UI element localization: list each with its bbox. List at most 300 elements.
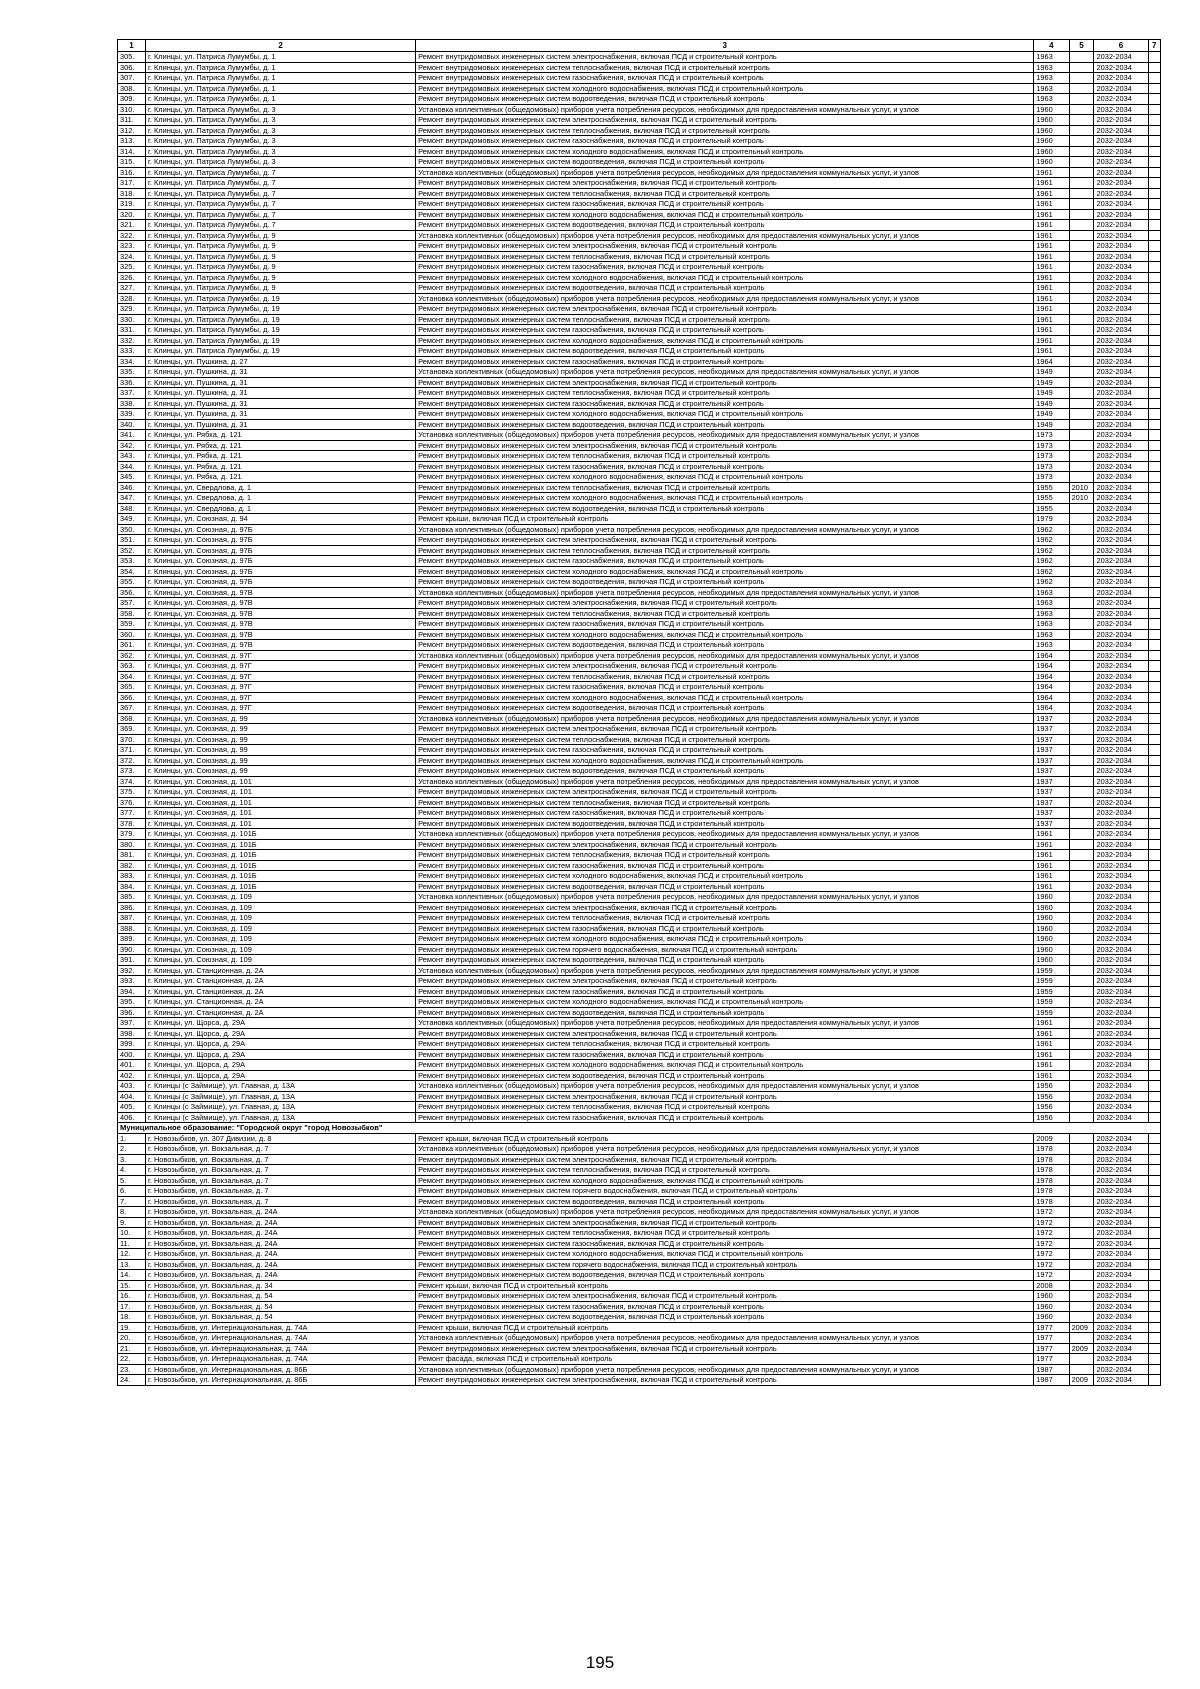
address-cell: г. Клинцы, ул. Пушкина, д. 31 [146,367,416,378]
work-type-cell: Ремонт внутридомовых инженерных систем водоотведения, включая ПСД и строительный контроль [416,503,1034,514]
address-cell: г. Клинцы, ул. Патриса Лумумбы, д. 1 [146,94,416,105]
address-cell: г. Клинцы, ул. Патриса Лумумбы, д. 7 [146,167,416,178]
table-row [118,356,1161,367]
build-year-cell: 1955 [1034,503,1069,514]
work-type-cell: Ремонт внутридомовых инженерных систем теплоснабжения, включая ПСД и строительный контроль [416,608,1034,619]
build-year-cell: 1961 [1034,230,1069,241]
last-repair-year-cell [1069,545,1094,556]
work-type-cell: Ремонт внутридомовых инженерных систем холодного водоснабжения, включая ПСД и строительный контроль [416,209,1034,220]
work-type-cell: Ремонт внутридомовых инженерных систем газоснабжения, включая ПСД и строительный контроль [416,682,1034,693]
work-type-cell: Ремонт внутридомовых инженерных систем водоотведения, включая ПСД и строительный контроль [416,419,1034,430]
build-year-cell: 1973 [1034,440,1069,451]
work-type-cell: Установка коллективных (общедомовых) приборов учета потребления ресурсов, необходимых для предоставления коммунальных услуг, и узлов [416,1364,1034,1375]
row-number: 313. [118,136,146,147]
last-repair-year-cell [1069,1112,1094,1123]
period-cell: 2032-2034 [1094,178,1148,189]
row-number: 404. [118,1091,146,1102]
note-cell [1148,1102,1161,1113]
period-cell: 2032-2034 [1094,377,1148,388]
table-row [118,934,1161,945]
work-type-cell: Ремонт внутридомовых инженерных систем газоснабжения, включая ПСД и строительный контроль [416,556,1034,567]
period-cell: 2032-2034 [1094,1207,1148,1218]
period-cell: 2032-2034 [1094,304,1148,315]
build-year-cell: 1959 [1034,1007,1069,1018]
work-type-cell: Ремонт внутридомовых инженерных систем теплоснабжения, включая ПСД и строительный контроль [416,451,1034,462]
row-number: 355. [118,577,146,588]
table-row [118,409,1161,420]
address-cell: г. Новозыбков, ул. Вокзальная, д. 24А [146,1249,416,1260]
table-row [118,577,1161,588]
table-row [118,283,1161,294]
row-number: 346. [118,482,146,493]
build-year-cell: 1963 [1034,598,1069,609]
build-year-cell: 1961 [1034,209,1069,220]
table-row [118,503,1161,514]
note-cell [1148,136,1161,147]
work-type-cell: Ремонт внутридомовых инженерных систем водоотведения, включая ПСД и строительный контроль [416,818,1034,829]
period-cell: 2032-2034 [1094,1291,1148,1302]
build-year-cell: 1964 [1034,661,1069,672]
build-year-cell: 1937 [1034,818,1069,829]
build-year-cell: 1955 [1034,482,1069,493]
work-type-cell: Ремонт внутридомовых инженерных систем электроснабжения, включая ПСД и строительный контроль [416,1343,1034,1354]
last-repair-year-cell [1069,871,1094,882]
address-cell: г. Клинцы, ул. Союзная, д. 97В [146,629,416,640]
table-row [118,493,1161,504]
last-repair-year-cell [1069,692,1094,703]
address-cell: г. Клинцы, ул. Рябка, д. 121 [146,451,416,462]
period-cell: 2032-2034 [1094,944,1148,955]
address-cell: г. Клинцы, ул. Союзная, д. 109 [146,902,416,913]
period-cell: 2032-2034 [1094,818,1148,829]
build-year-cell: 1961 [1034,241,1069,252]
address-cell: г. Клинцы, ул. Союзная, д. 109 [146,913,416,924]
note-cell [1148,356,1161,367]
build-year-cell: 1949 [1034,398,1069,409]
table-row [118,1175,1161,1186]
last-repair-year-cell [1069,850,1094,861]
row-number: 399. [118,1039,146,1050]
note-cell [1148,1175,1161,1186]
table-row [118,818,1161,829]
work-type-cell: Ремонт внутридомовых инженерных систем газоснабжения, включая ПСД и строительный контроль [416,325,1034,336]
last-repair-year-cell [1069,346,1094,357]
row-number: 351. [118,535,146,546]
table-row [118,199,1161,210]
last-repair-year-cell [1069,83,1094,94]
last-repair-year-cell [1069,451,1094,462]
period-cell: 2032-2034 [1094,230,1148,241]
table-row [118,377,1161,388]
build-year-cell: 1972 [1034,1207,1069,1218]
period-cell: 2032-2034 [1094,1249,1148,1260]
build-year-cell: 1960 [1034,136,1069,147]
build-year-cell: 1960 [1034,1291,1069,1302]
last-repair-year-cell [1069,713,1094,724]
row-number: 389. [118,934,146,945]
period-cell: 2032-2034 [1094,1196,1148,1207]
last-repair-year-cell [1069,860,1094,871]
row-number: 319. [118,199,146,210]
build-year-cell: 1978 [1034,1186,1069,1197]
period-cell: 2032-2034 [1094,976,1148,987]
row-number: 349. [118,514,146,525]
period-cell: 2032-2034 [1094,461,1148,472]
last-repair-year-cell [1069,356,1094,367]
table-row [118,766,1161,777]
table-row [118,682,1161,693]
build-year-cell: 1961 [1034,860,1069,871]
last-repair-year-cell [1069,577,1094,588]
last-repair-year-cell [1069,944,1094,955]
work-type-cell: Ремонт внутридомовых инженерных систем электроснабжения, включая ПСД и строительный контроль [416,1375,1034,1386]
table-row [118,115,1161,126]
address-cell: г. Клинцы, ул. Станционная, д. 2А [146,997,416,1008]
table-row [118,241,1161,252]
table-row [118,388,1161,399]
address-cell: г. Клинцы, ул. Патриса Лумумбы, д. 3 [146,125,416,136]
note-cell [1148,514,1161,525]
row-number: 371. [118,745,146,756]
address-cell: г. Новозыбков, ул. Вокзальная, д. 24А [146,1259,416,1270]
work-type-cell: Ремонт внутридомовых инженерных систем электроснабжения, включая ПСД и строительный контроль [416,787,1034,798]
row-number: 316. [118,167,146,178]
period-cell: 2032-2034 [1094,104,1148,115]
build-year-cell: 2008 [1034,1280,1069,1291]
note-cell [1148,608,1161,619]
address-cell: г. Клинцы, ул. Союзная, д. 101 [146,776,416,787]
work-type-cell: Установка коллективных (общедомовых) приборов учета потребления ресурсов, необходимых для предоставления коммунальных услуг, и узлов [416,430,1034,441]
build-year-cell: 1962 [1034,524,1069,535]
table-row [118,1375,1161,1386]
period-cell: 2032-2034 [1094,493,1148,504]
last-repair-year-cell [1069,734,1094,745]
work-type-cell: Ремонт внутридомовых инженерных систем теплоснабжения, включая ПСД и строительный контроль [416,913,1034,924]
address-cell: г. Клинцы, ул. Щорса, д. 29А [146,1070,416,1081]
address-cell: г. Клинцы, ул. Патриса Лумумбы, д. 7 [146,199,416,210]
period-cell: 2032-2034 [1094,797,1148,808]
row-number: 366. [118,692,146,703]
note-cell [1148,1018,1161,1029]
note-cell [1148,965,1161,976]
build-year-cell: 1961 [1034,1039,1069,1050]
row-number: 376. [118,797,146,808]
table-row [118,829,1161,840]
build-year-cell: 1961 [1034,1028,1069,1039]
note-cell [1148,1333,1161,1344]
work-type-cell: Ремонт внутридомовых инженерных систем теплоснабжения, включая ПСД и строительный контроль [416,388,1034,399]
note-cell [1148,461,1161,472]
last-repair-year-cell [1069,125,1094,136]
note-cell [1148,251,1161,262]
row-number: 388. [118,923,146,934]
address-cell: г. Клинцы, ул. Союзная, д. 97Б [146,535,416,546]
last-repair-year-cell [1069,146,1094,157]
period-cell: 2032-2034 [1094,241,1148,252]
table-row [118,1133,1161,1144]
row-number: 381. [118,850,146,861]
build-year-cell: 1964 [1034,650,1069,661]
work-type-cell: Ремонт внутридомовых инженерных систем холодного водоснабжения, включая ПСД и строительный контроль [416,692,1034,703]
table-row [118,1007,1161,1018]
build-year-cell: 1937 [1034,797,1069,808]
note-cell [1148,1259,1161,1270]
last-repair-year-cell [1069,1081,1094,1092]
row-number: 347. [118,493,146,504]
build-year-cell: 1961 [1034,1049,1069,1060]
table-row [118,62,1161,73]
table-row [118,1154,1161,1165]
period-cell: 2032-2034 [1094,619,1148,630]
period-cell: 2032-2034 [1094,913,1148,924]
row-number: 15. [118,1280,146,1291]
table-row [118,1207,1161,1218]
period-cell: 2032-2034 [1094,209,1148,220]
period-cell: 2032-2034 [1094,1186,1148,1197]
table-row [118,587,1161,598]
period-cell: 2032-2034 [1094,1375,1148,1386]
build-year-cell: 1961 [1034,1060,1069,1071]
work-type-cell: Ремонт внутридомовых инженерных систем электроснабжения, включая ПСД и строительный контроль [416,115,1034,126]
build-year-cell: 1963 [1034,640,1069,651]
table-row [118,94,1161,105]
period-cell: 2032-2034 [1094,892,1148,903]
row-number: 22. [118,1354,146,1365]
note-cell [1148,1154,1161,1165]
period-cell: 2032-2034 [1094,251,1148,262]
build-year-cell: 1961 [1034,881,1069,892]
table-row [118,346,1161,357]
build-year-cell: 1949 [1034,419,1069,430]
note-cell [1148,335,1161,346]
address-cell: г. Клинцы, ул. Союзная, д. 97Б [146,524,416,535]
build-year-cell: 1961 [1034,251,1069,262]
last-repair-year-cell [1069,199,1094,210]
last-repair-year-cell [1069,556,1094,567]
table-row [118,608,1161,619]
period-cell: 2032-2034 [1094,1018,1148,1029]
work-type-cell: Ремонт внутридомовых инженерных систем водоотведения, включая ПСД и строительный контроль [416,157,1034,168]
table-row [118,902,1161,913]
period-cell: 2032-2034 [1094,787,1148,798]
build-year-cell: 1959 [1034,965,1069,976]
period-cell: 2032-2034 [1094,136,1148,147]
last-repair-year-cell [1069,1196,1094,1207]
table-row [118,83,1161,94]
period-cell: 2032-2034 [1094,1364,1148,1375]
table-row [118,472,1161,483]
last-repair-year-cell [1069,325,1094,336]
last-repair-year-cell [1069,587,1094,598]
row-number: 383. [118,871,146,882]
address-cell: г. Клинцы, ул. Патриса Лумумбы, д. 19 [146,314,416,325]
work-type-cell: Установка коллективных (общедомовых) приборов учета потребления ресурсов, необходимых для предоставления коммунальных услуг, и узлов [416,293,1034,304]
last-repair-year-cell [1069,535,1094,546]
address-cell: г. Новозыбков, ул. Вокзальная, д. 54 [146,1312,416,1323]
note-cell [1148,671,1161,682]
row-number: 343. [118,451,146,462]
build-year-cell: 1961 [1034,220,1069,231]
table-row [118,1301,1161,1312]
build-year-cell: 1961 [1034,293,1069,304]
address-cell: г. Новозыбков, ул. Интернациональная, д. 86Б [146,1375,416,1386]
address-cell: г. Новозыбков, ул. Вокзальная, д. 24А [146,1270,416,1281]
period-cell: 2032-2034 [1094,1154,1148,1165]
row-number: 8. [118,1207,146,1218]
note-cell [1148,640,1161,651]
note-cell [1148,409,1161,420]
note-cell [1148,787,1161,798]
row-number: 305. [118,52,146,63]
note-cell [1148,692,1161,703]
last-repair-year-cell [1069,808,1094,819]
last-repair-year-cell: 2009 [1069,1322,1094,1333]
table-row [118,1217,1161,1228]
row-number: 359. [118,619,146,630]
address-cell: г. Клинцы, ул. Станционная, д. 2А [146,986,416,997]
row-number: 16. [118,1291,146,1302]
last-repair-year-cell [1069,923,1094,934]
address-cell: г. Клинцы, ул. Патриса Лумумбы, д. 9 [146,241,416,252]
address-cell: г. Клинцы, ул. Станционная, д. 2А [146,965,416,976]
row-number: 329. [118,304,146,315]
address-cell: г. Клинцы, ул. Союзная, д. 109 [146,934,416,945]
period-cell: 2032-2034 [1094,545,1148,556]
address-cell: г. Новозыбков, ул. Вокзальная, д. 7 [146,1175,416,1186]
note-cell [1148,1238,1161,1249]
last-repair-year-cell [1069,1312,1094,1323]
period-cell: 2032-2034 [1094,188,1148,199]
work-type-cell: Ремонт внутридомовых инженерных систем водоотведения, включая ПСД и строительный контроль [416,283,1034,294]
period-cell: 2032-2034 [1094,1049,1148,1060]
last-repair-year-cell [1069,472,1094,483]
period-cell: 2032-2034 [1094,52,1148,63]
last-repair-year-cell [1069,52,1094,63]
last-repair-year-cell [1069,209,1094,220]
work-type-cell: Ремонт внутридомовых инженерных систем холодного водоснабжения, включая ПСД и строительный контроль [416,755,1034,766]
address-cell: г. Клинцы, ул. Патриса Лумумбы, д. 19 [146,304,416,315]
last-repair-year-cell [1069,1039,1094,1050]
address-cell: г. Клинцы, ул. Союзная, д. 101Б [146,839,416,850]
build-year-cell: 1972 [1034,1238,1069,1249]
row-number: 345. [118,472,146,483]
address-cell: г. Клинцы, ул. Щорса, д. 29А [146,1028,416,1039]
last-repair-year-cell [1069,703,1094,714]
build-year-cell: 1959 [1034,976,1069,987]
build-year-cell: 1963 [1034,83,1069,94]
last-repair-year-cell: 2009 [1069,1375,1094,1386]
work-type-cell: Установка коллективных (общедомовых) приборов учета потребления ресурсов, необходимых для предоставления коммунальных услуг, и узлов [416,713,1034,724]
table-row [118,1060,1161,1071]
period-cell: 2032-2034 [1094,1175,1148,1186]
build-year-cell: 1987 [1034,1375,1069,1386]
last-repair-year-cell [1069,524,1094,535]
note-cell [1148,745,1161,756]
last-repair-year-cell [1069,1133,1094,1144]
works-table [117,39,1161,1386]
last-repair-year-cell [1069,986,1094,997]
period-cell: 2032-2034 [1094,608,1148,619]
note-cell [1148,167,1161,178]
work-type-cell: Ремонт внутридомовых инженерных систем электроснабжения, включая ПСД и строительный контроль [416,377,1034,388]
build-year-cell: 1977 [1034,1322,1069,1333]
address-cell: г. Новозыбков, ул. Вокзальная, д. 7 [146,1196,416,1207]
period-cell: 2032-2034 [1094,923,1148,934]
period-cell: 2032-2034 [1094,766,1148,777]
last-repair-year-cell [1069,1018,1094,1029]
table-row [118,755,1161,766]
work-type-cell: Ремонт крыши, включая ПСД и строительный контроль [416,1280,1034,1291]
note-cell [1148,1291,1161,1302]
work-type-cell: Ремонт внутридомовых инженерных систем электроснабжения, включая ПСД и строительный контроль [416,724,1034,735]
note-cell [1148,241,1161,252]
period-cell: 2032-2034 [1094,1354,1148,1365]
work-type-cell: Ремонт внутридомовых инженерных систем теплоснабжения, включая ПСД и строительный контроль [416,671,1034,682]
table-row [118,1028,1161,1039]
work-type-cell: Ремонт внутридомовых инженерных систем водоотведения, включая ПСД и строительный контроль [416,94,1034,105]
last-repair-year-cell [1069,1102,1094,1113]
table-row [118,1081,1161,1092]
table-row [118,73,1161,84]
note-cell [1148,1375,1161,1386]
address-cell: г. Клинцы, ул. Союзная, д. 109 [146,944,416,955]
last-repair-year-cell [1069,1049,1094,1060]
note-cell [1148,272,1161,283]
work-type-cell: Установка коллективных (общедомовых) приборов учета потребления ресурсов, необходимых для предоставления коммунальных услуг, и узлов [416,965,1034,976]
address-cell: г. Клинцы, ул. Союзная, д. 97Б [146,566,416,577]
note-cell [1148,650,1161,661]
row-number: 330. [118,314,146,325]
work-type-cell: Ремонт внутридомовых инженерных систем холодного водоснабжения, включая ПСД и строительный контроль [416,566,1034,577]
note-cell [1148,955,1161,966]
last-repair-year-cell [1069,1091,1094,1102]
note-cell [1148,1070,1161,1081]
period-cell: 2032-2034 [1094,829,1148,840]
build-year-cell: 1960 [1034,892,1069,903]
address-cell: г. Новозыбков, ул. Интернациональная, д. 74А [146,1322,416,1333]
table-row [118,745,1161,756]
last-repair-year-cell [1069,1060,1094,1071]
build-year-cell: 1949 [1034,367,1069,378]
note-cell [1148,755,1161,766]
build-year-cell: 1987 [1034,1364,1069,1375]
last-repair-year-cell [1069,188,1094,199]
last-repair-year-cell [1069,1291,1094,1302]
table-row [118,461,1161,472]
work-type-cell: Ремонт внутридомовых инженерных систем газоснабжения, включая ПСД и строительный контроль [416,1049,1034,1060]
build-year-cell: 1937 [1034,713,1069,724]
build-year-cell: 1973 [1034,472,1069,483]
col-6-header: 6 [1094,40,1148,52]
period-cell: 2032-2034 [1094,367,1148,378]
note-cell [1148,1049,1161,1060]
work-type-cell: Ремонт внутридомовых инженерных систем холодного водоснабжения, включая ПСД и строительный контроль [416,1175,1034,1186]
address-cell: г. Клинцы (с Займище), ул. Главная, д. 13А [146,1102,416,1113]
last-repair-year-cell [1069,997,1094,1008]
period-cell: 2032-2034 [1094,997,1148,1008]
period-cell: 2032-2034 [1094,314,1148,325]
row-number: 340. [118,419,146,430]
last-repair-year-cell [1069,104,1094,115]
address-cell: г. Новозыбков, ул. Вокзальная, д. 7 [146,1186,416,1197]
note-cell [1148,1133,1161,1144]
build-year-cell: 1955 [1034,493,1069,504]
table-row [118,871,1161,882]
last-repair-year-cell [1069,440,1094,451]
build-year-cell: 1960 [1034,115,1069,126]
address-cell: г. Клинцы, ул. Станционная, д. 2А [146,1007,416,1018]
note-cell [1148,860,1161,871]
